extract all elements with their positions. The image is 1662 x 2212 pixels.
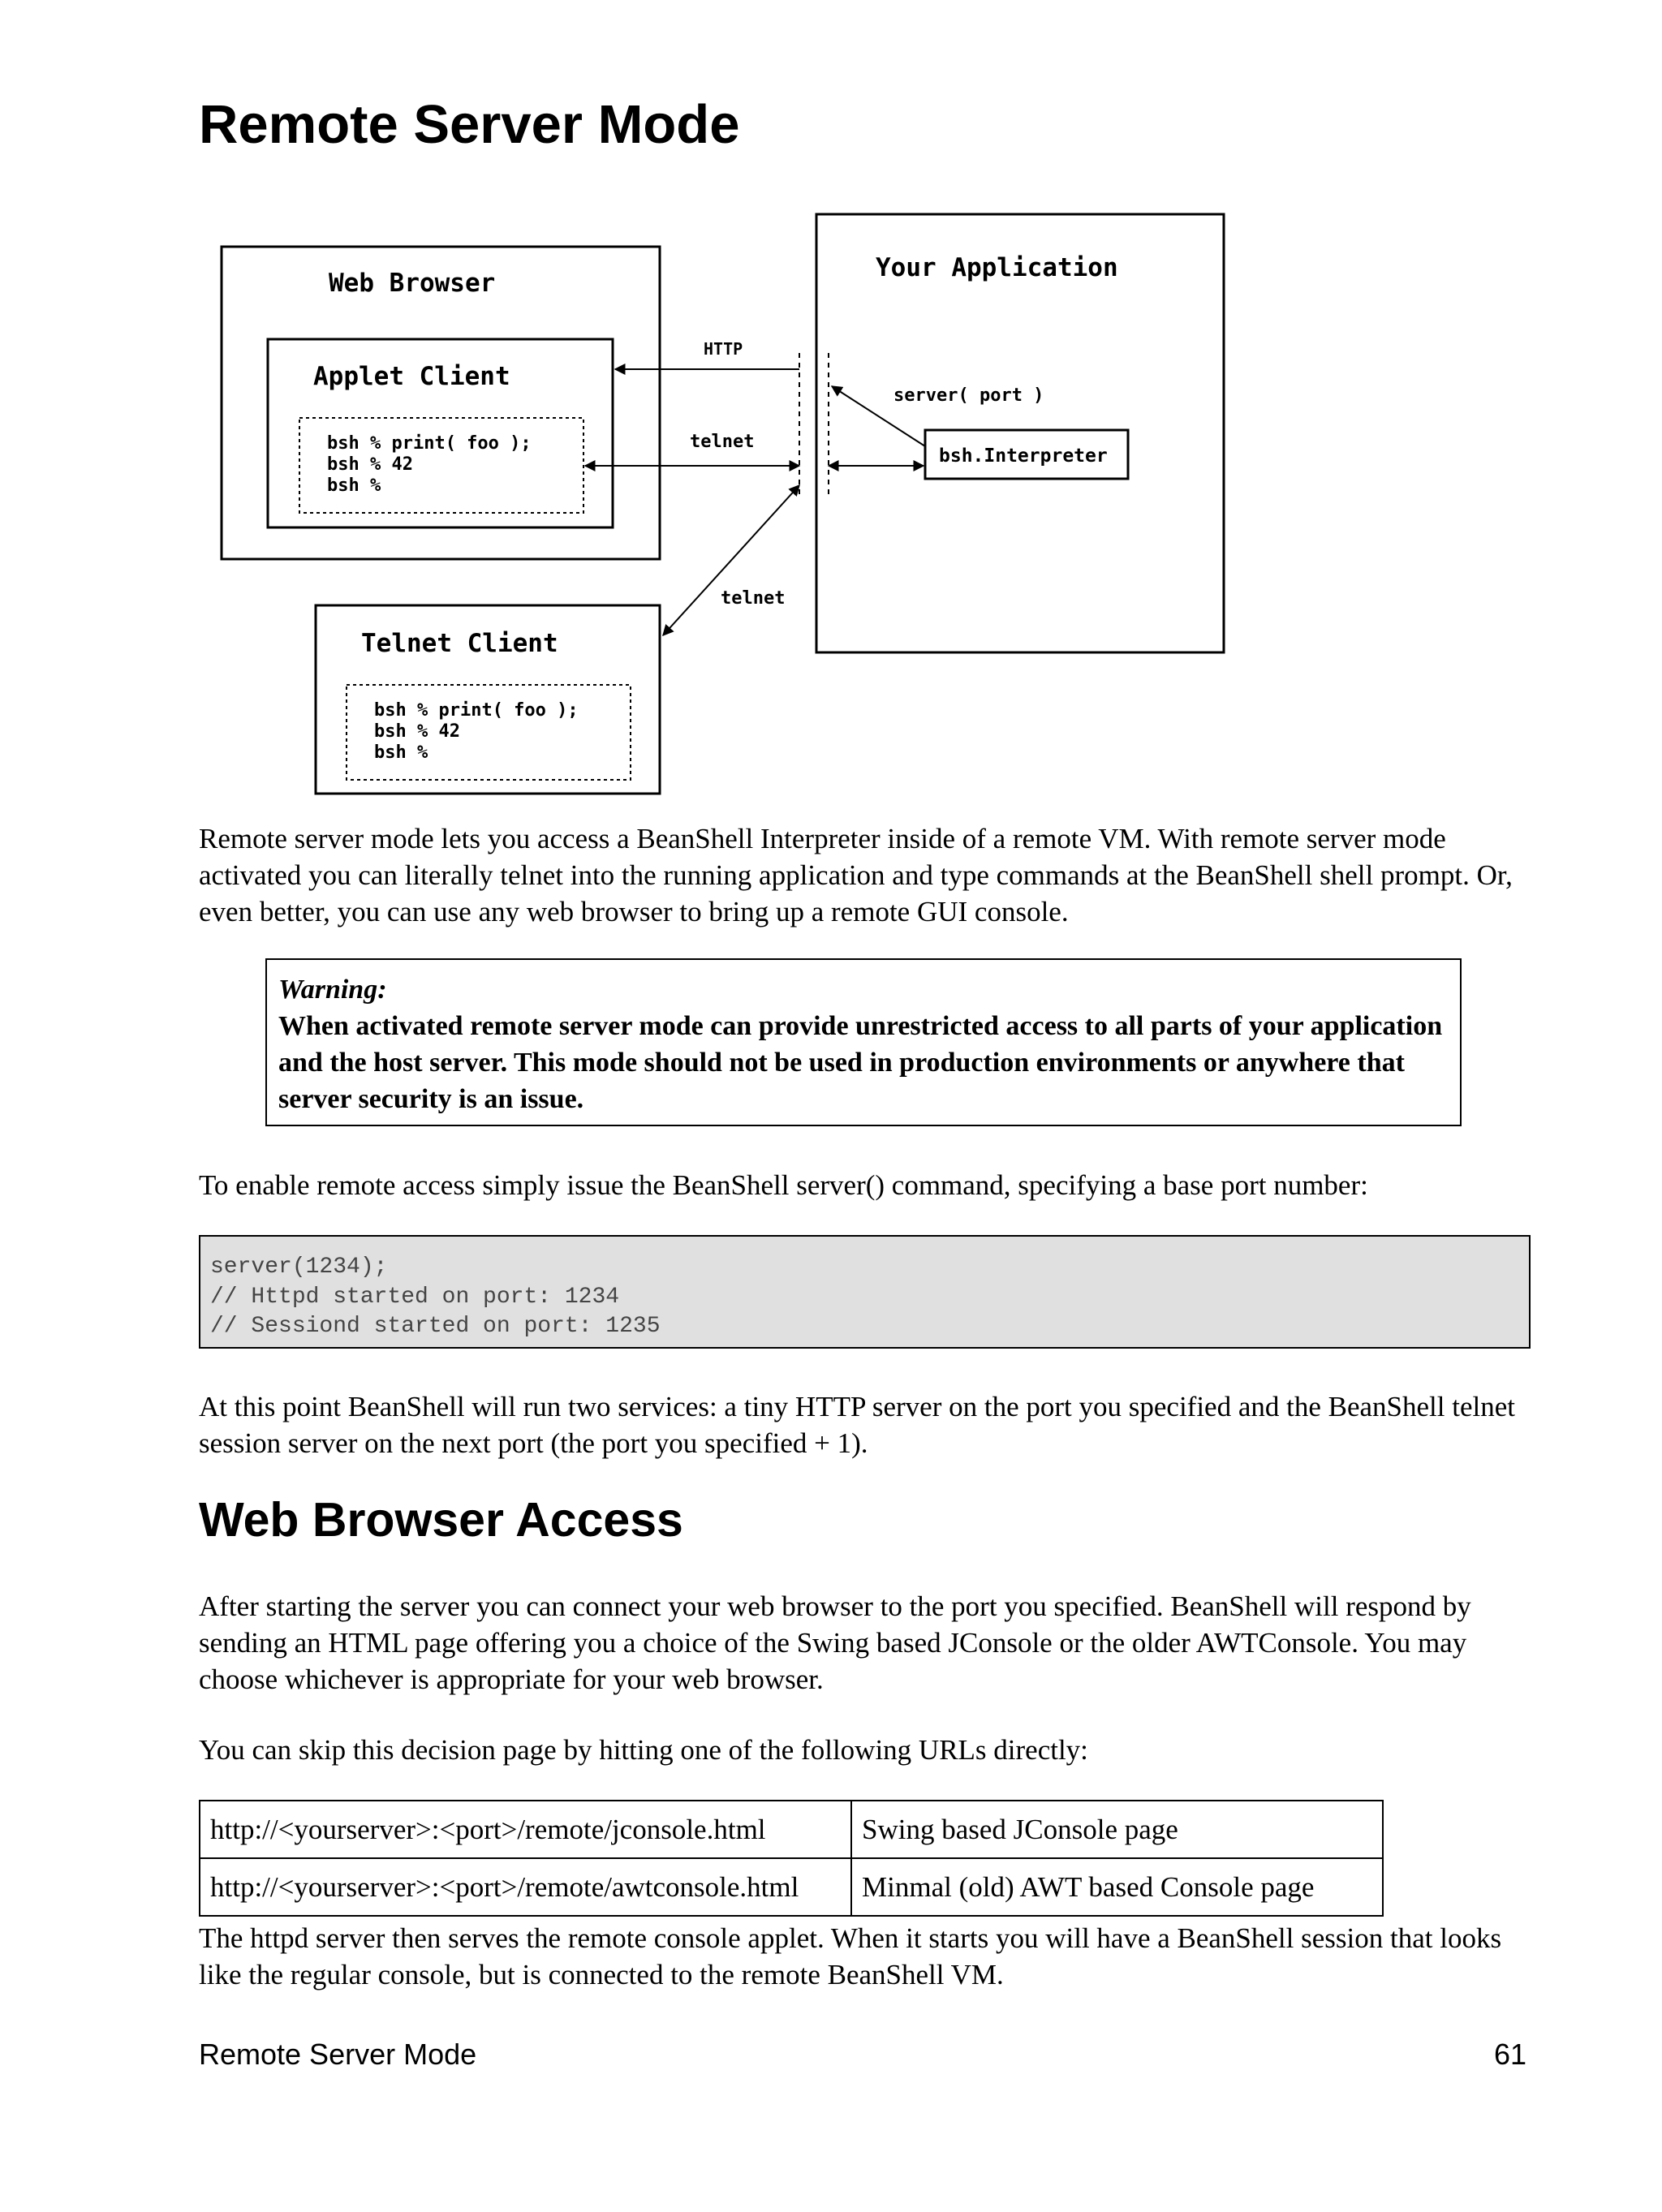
footer-page-number: 61 (1493, 2038, 1526, 2071)
applet-console-line: bsh % print( foo ); (327, 433, 532, 454)
applet-console-line: bsh % 42 (327, 454, 413, 475)
url-table (199, 1800, 1384, 1917)
http-label: HTTP (704, 339, 743, 359)
page-title: Remote Server Mode (199, 94, 740, 155)
telnet-console-line: bsh % (374, 742, 428, 763)
description-cell: Minmal (old) AWT based Console page (851, 1858, 1383, 1916)
your-application-label: Your Application (876, 253, 1118, 282)
section-title: Web Browser Access (199, 1493, 683, 1547)
warning-box (265, 958, 1462, 1126)
enable-paragraph: To enable remote access simply issue the BeanShell server() command, specifying a base port number: (199, 1169, 1368, 1201)
telnet-arrow (663, 485, 799, 635)
telnet-label: telnet (721, 588, 786, 609)
warning-label: Warning: (278, 975, 387, 1005)
telnet-console-line: bsh % 42 (374, 721, 460, 742)
warning-text: When activated remote server mode can provide unrestricted access to all parts of your application and the host server. This mode should not be used in production environments or anywhere that server security is an issue. (278, 1011, 1443, 1114)
remote-server-diagram (199, 203, 1254, 820)
web-browser-label: Web Browser (329, 269, 496, 298)
interpreter-label: bsh.Interpreter (939, 445, 1108, 467)
description-cell: Swing based JConsole page (851, 1801, 1383, 1858)
intro-paragraph: Remote server mode lets you access a BeanShell Interpreter inside of a remote VM. With remote server mode activated you can literally telnet into the running application and type commands at the BeanShell shell prompt. Or, even better, you can use any web browser to bring up a remote GUI console. (199, 823, 1513, 927)
table-row (200, 1801, 1383, 1858)
code-block: server(1234); // Httpd started on port: 1234 // Sessiond started on port: 1235 (199, 1235, 1531, 1349)
footer-chapter: Remote Server Mode (199, 2038, 477, 2071)
applet-console-line: bsh % (327, 476, 381, 496)
applet-client-label: Applet Client (313, 362, 510, 391)
table-row (200, 1858, 1383, 1916)
httpd-paragraph: The httpd server then serves the remote console applet. When it starts you will have a BeanShell session that looks like the regular console, but is connected to the remote BeanShell VM. (199, 1922, 1502, 1990)
url-cell: http://<yourserver>:<port>/remote/jconsole.html (200, 1801, 851, 1858)
telnet-console-line: bsh % print( foo ); (374, 700, 579, 721)
server-call-label: server( port ) (893, 385, 1044, 406)
after-start-paragraph: After starting the server you can connect your web browser to the port you specified. BeanShell will respond by sending an HTML page offering you a choice of the Swing based JConsole or the older AWTConsole. You may choose whichever is appropriate for your web browser. (199, 1590, 1471, 1695)
services-paragraph: At this point BeanShell will run two services: a tiny HTTP server on the port you specified and the BeanShell telnet session server on the next port (the port you specified + 1). (199, 1391, 1515, 1459)
url-cell: http://<yourserver>:<port>/remote/awtconsole.html (200, 1858, 851, 1916)
telnet-client-label: Telnet Client (361, 629, 558, 658)
telnet-label: telnet (690, 432, 755, 452)
skip-paragraph: You can skip this decision page by hitting one of the following URLs directly: (199, 1734, 1088, 1766)
